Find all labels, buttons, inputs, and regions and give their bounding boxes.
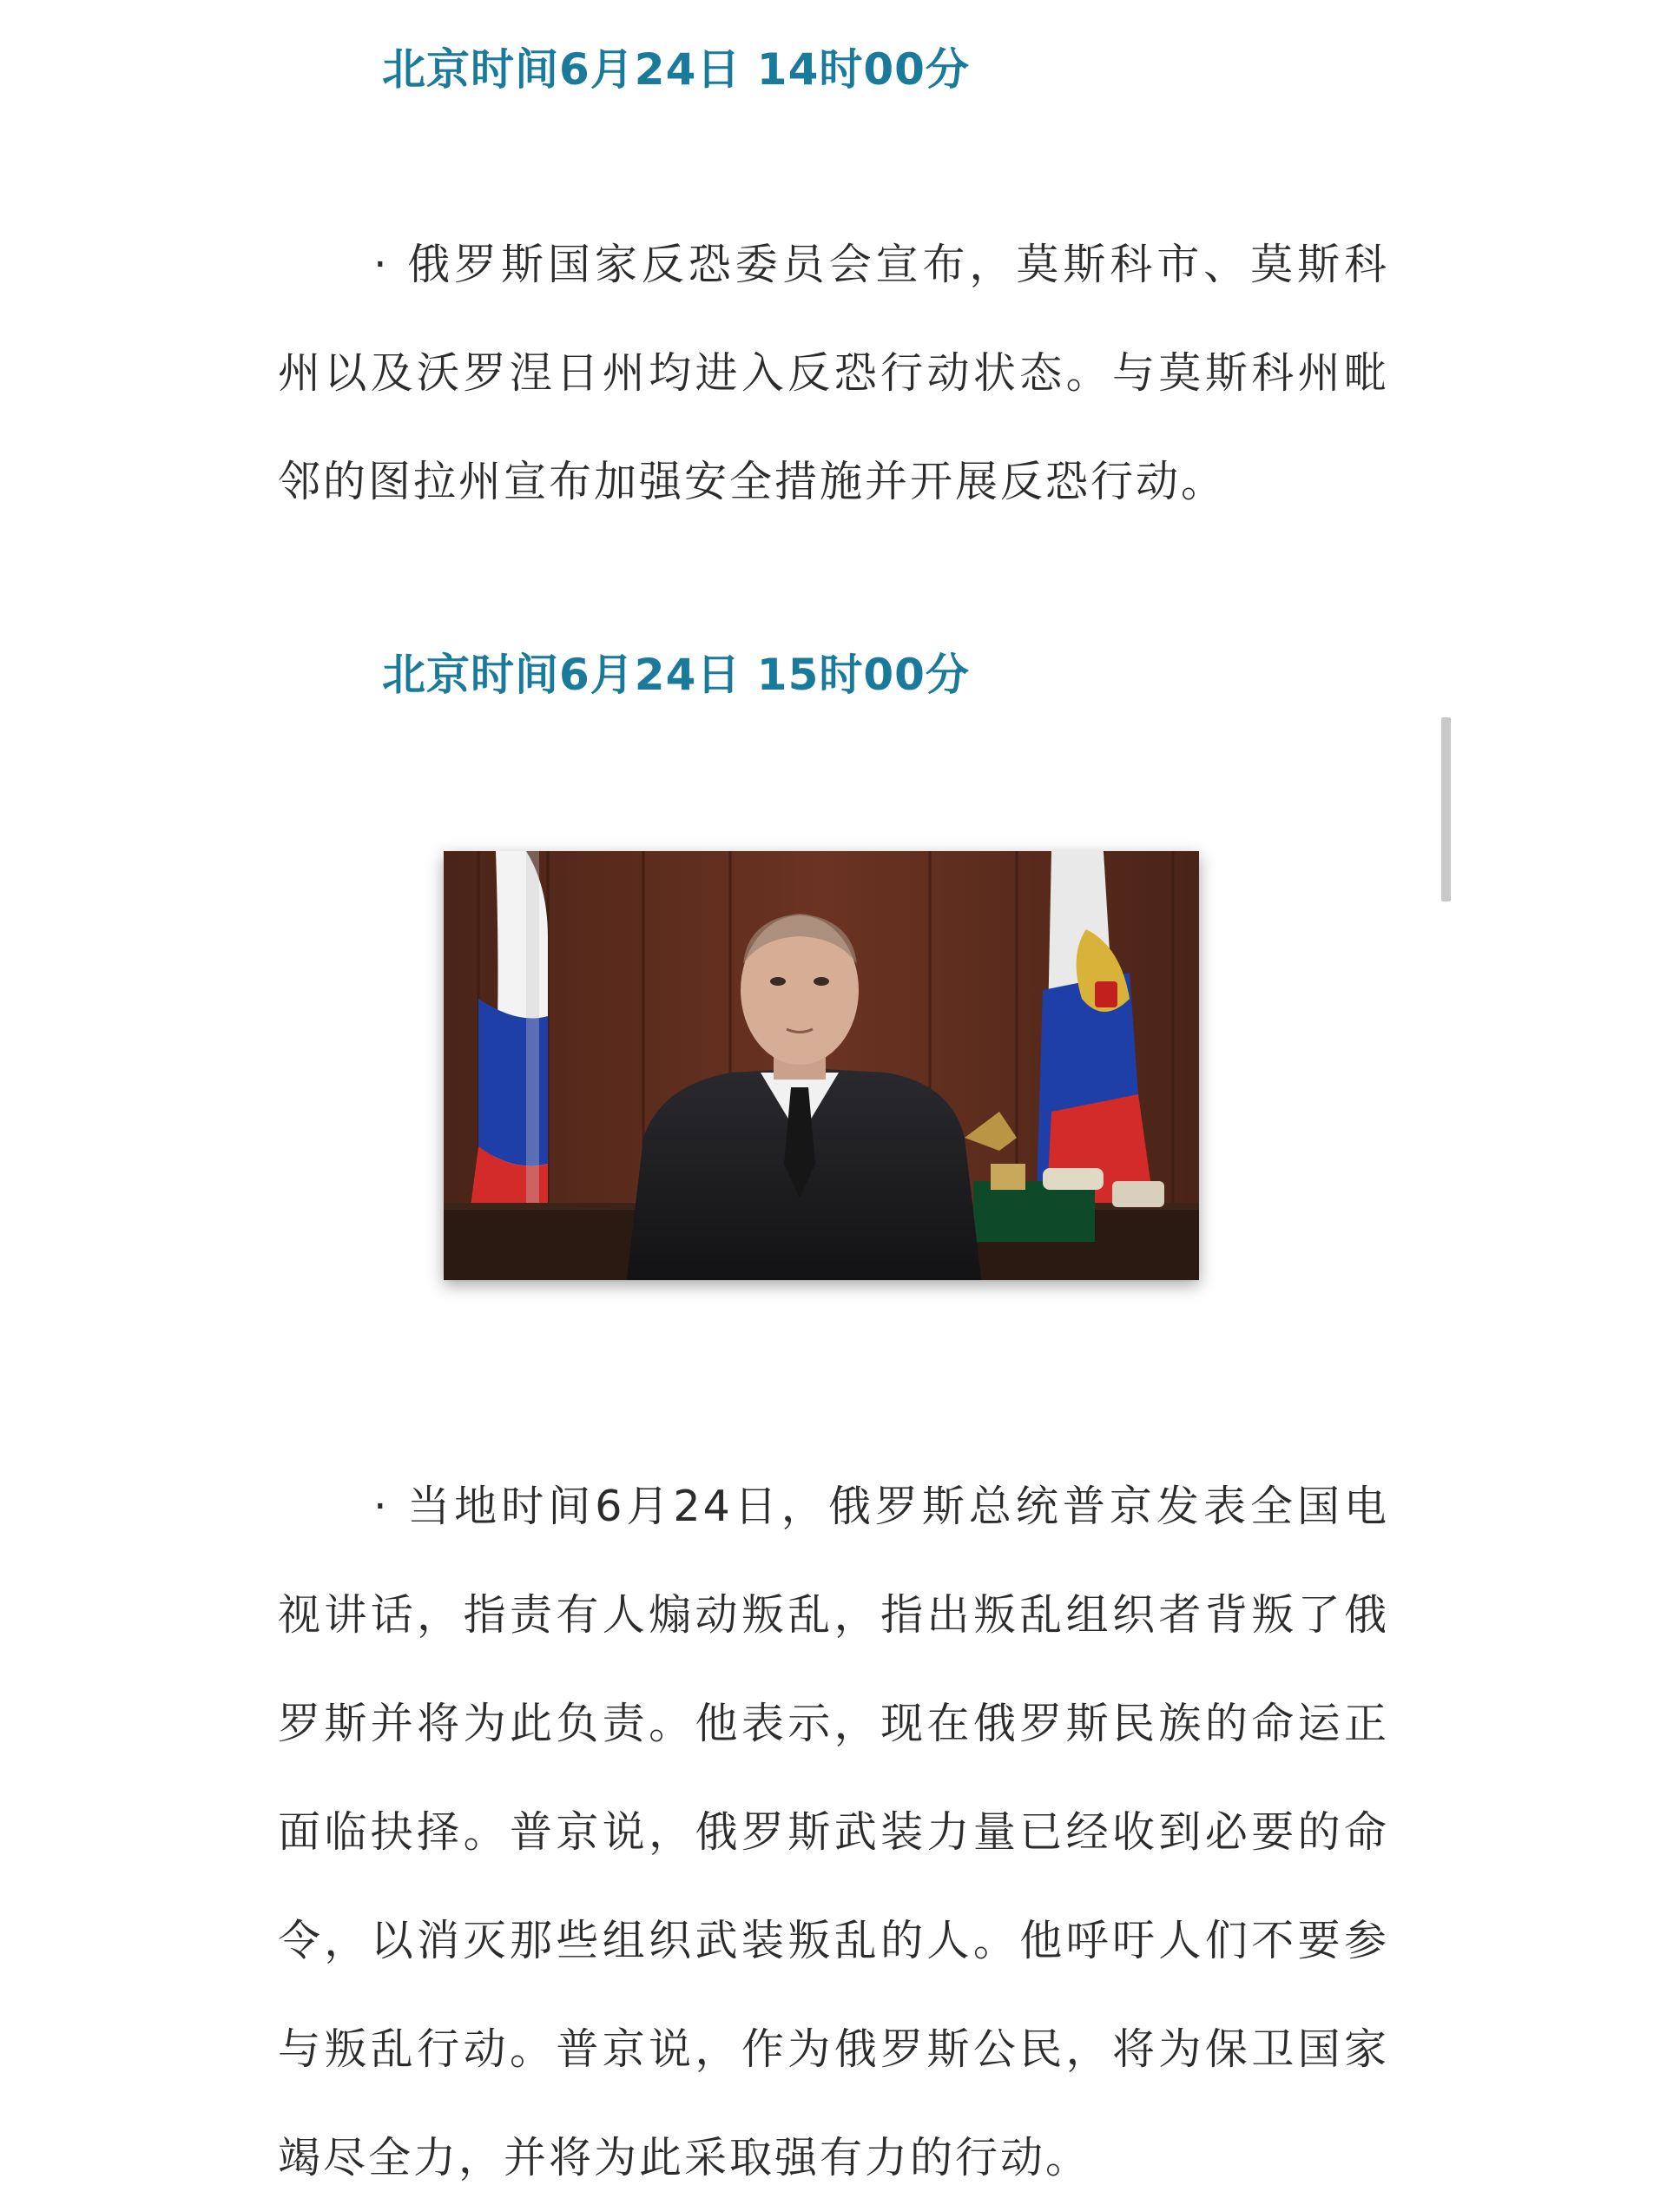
news-paragraph-1: · 俄罗斯国家反恐委员会宣布，莫斯科市、莫斯科州以及沃罗涅日州均进入反恐行动状态。与莫斯科州毗邻的图拉州宣布加强安全措施并开展反恐行动。 xyxy=(278,240,1389,506)
news-photo xyxy=(444,851,1199,1280)
news-paragraph-2: · 当地时间6月24日，俄罗斯总统普京发表全国电视讲话，指责有人煽动叛乱，指出叛乱组织者背叛了俄罗斯并将为此负责。他表示，现在俄罗斯民族的命运正面临抉择。普京说，俄罗斯武装力量已经收到必要的命令，以消灭那些组织武装叛乱的人。他呼吁人们不要参与叛乱行动。普京说，作为俄罗斯公民，将为保卫国家竭尽全力，并将为此采取强有力的行动。 xyxy=(278,1482,1389,2182)
time-heading-1400: 北京时间6月24日 14时00分 xyxy=(382,44,970,95)
time-heading-1500: 北京时间6月24日 15时00分 xyxy=(382,650,970,700)
scrollbar-thumb[interactable] xyxy=(1441,717,1451,901)
